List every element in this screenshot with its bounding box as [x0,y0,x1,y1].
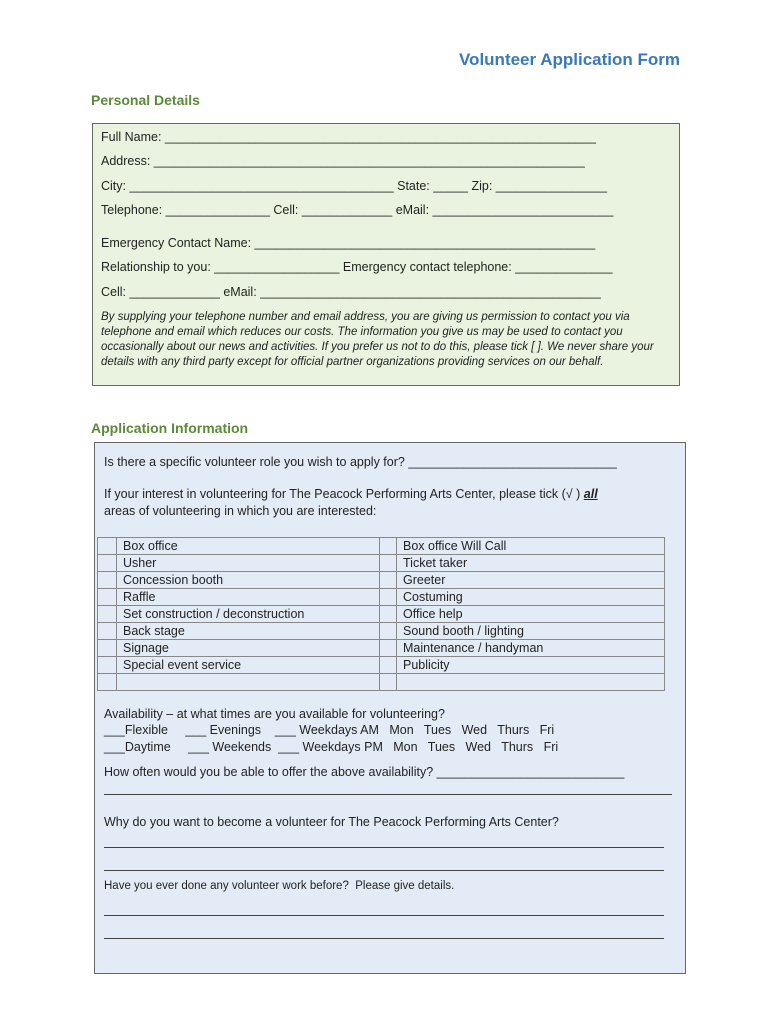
telephone-cell-email-field[interactable]: Telephone: _______________ Cell: _____________ eMail: __________________________ [101,203,614,217]
role-label-left: Concession booth [117,572,380,589]
role-checkbox-left[interactable] [98,572,117,589]
role-label-left: Signage [117,640,380,657]
role-checkbox-right[interactable] [380,589,397,606]
role-checkbox-right[interactable] [380,623,397,640]
availability-row-1[interactable]: ___Flexible ___ Evenings ___ Weekdays AM Mon Tues Wed Thurs Fri [104,723,555,737]
role-checkbox-right[interactable] [380,555,397,572]
roles-table-row [98,589,665,606]
role-checkbox-left[interactable] [98,589,117,606]
roles-table-row [98,606,665,623]
roles-table-row [98,572,665,589]
emergency-cell-email-field[interactable]: Cell: _____________ eMail: _________________________________________________ [101,285,601,299]
why-volunteer-question: Why do you want to become a volunteer for The Peacock Performing Arts Center? [104,815,559,829]
city-state-zip-field[interactable]: City: ______________________________________ State: _____ Zip: ________________ [101,179,608,193]
availability-question: Availability – at what times are you available for volunteering? [104,707,445,721]
why-answer-line-1[interactable] [104,847,664,848]
role-label-right: Publicity [397,657,665,674]
roles-table-row [98,640,665,657]
role-checkbox-right[interactable] [380,572,397,589]
roles-table-row [98,657,665,674]
role-label-right [397,674,665,691]
specific-role-field[interactable]: Is there a specific volunteer role you wish to apply for? ______________________________ [104,455,617,469]
role-checkbox-right[interactable] [380,606,397,623]
application-information-heading: Application Information [91,420,249,436]
full-name-field[interactable]: Full Name: ______________________________________________________________ [101,130,596,144]
personal-details-heading: Personal Details [91,92,200,108]
role-checkbox-left[interactable] [98,674,117,691]
role-label-left: Usher [117,555,380,572]
role-checkbox-left[interactable] [98,555,117,572]
role-label-left: Set construction / deconstruction [117,606,380,623]
role-label-right: Costuming [397,589,665,606]
role-checkbox-left[interactable] [98,640,117,657]
role-checkbox-left[interactable] [98,538,117,555]
emergency-contact-name-field[interactable]: Emergency Contact Name: _________________________________________________ [101,236,596,250]
how-often-field[interactable]: How often would you be able to offer the above availability? ___________________________ [104,765,625,779]
role-label-right: Sound booth / lighting [397,623,665,640]
page-title: Volunteer Application Form [458,50,680,69]
role-checkbox-right[interactable] [380,640,397,657]
roles-table-row [98,555,665,572]
role-checkbox-left[interactable] [98,623,117,640]
role-label-left: Special event service [117,657,380,674]
roles-table-row [98,674,665,691]
availability-row-2[interactable]: ___Daytime ___ Weekends ___ Weekdays PM Mon Tues Wed Thurs Fri [104,740,559,754]
role-label-right: Box office Will Call [397,538,665,555]
personal-details-box [92,123,680,386]
role-label-right: Maintenance / handyman [397,640,665,657]
role-label-left: Raffle [117,589,380,606]
role-label-left: Back stage [117,623,380,640]
roles-table-row [98,538,665,555]
role-label-left: Box office [117,538,380,555]
interest-instructions-cont: areas of volunteering in which you are interested: [104,504,377,518]
role-checkbox-right[interactable] [380,674,397,691]
why-answer-line-2[interactable] [104,870,664,871]
previous-answer-line-2[interactable] [104,938,664,939]
previous-answer-line-1[interactable] [104,915,664,916]
interest-all-emphasis: all [583,487,598,501]
role-checkbox-left[interactable] [98,657,117,674]
roles-table-row [98,623,665,640]
role-checkbox-right[interactable] [380,538,397,555]
interest-instructions [104,487,598,501]
role-label-left [117,674,380,691]
volunteer-roles-table [97,537,665,691]
relationship-field[interactable]: Relationship to you: __________________ Emergency contact telephone: ______________ [101,260,613,274]
role-checkbox-right[interactable] [380,657,397,674]
how-often-answer-line[interactable] [104,794,672,795]
interest-text: If your interest in volunteering for The Peacock Performing Arts Center, please tick (√ ) [104,487,584,501]
application-information-box [94,442,686,974]
previous-volunteer-question: Have you ever done any volunteer work before? Please give details. [104,880,455,892]
role-checkbox-left[interactable] [98,606,117,623]
address-field[interactable]: Address: ______________________________________________________________ [101,154,585,168]
role-label-right: Greeter [397,572,665,589]
role-label-right: Office help [397,606,665,623]
privacy-note: By supplying your telephone number and email address, you are giving us permission to contact you via telephone and email which reduces our costs. The information you give us may be used to contact you occasionally about our news and activities. If you prefer us not to do this, please tick [ ]. We never share your details with any third party except for official partner organizations providing services on our behalf. [101,311,654,368]
role-label-right: Ticket taker [397,555,665,572]
